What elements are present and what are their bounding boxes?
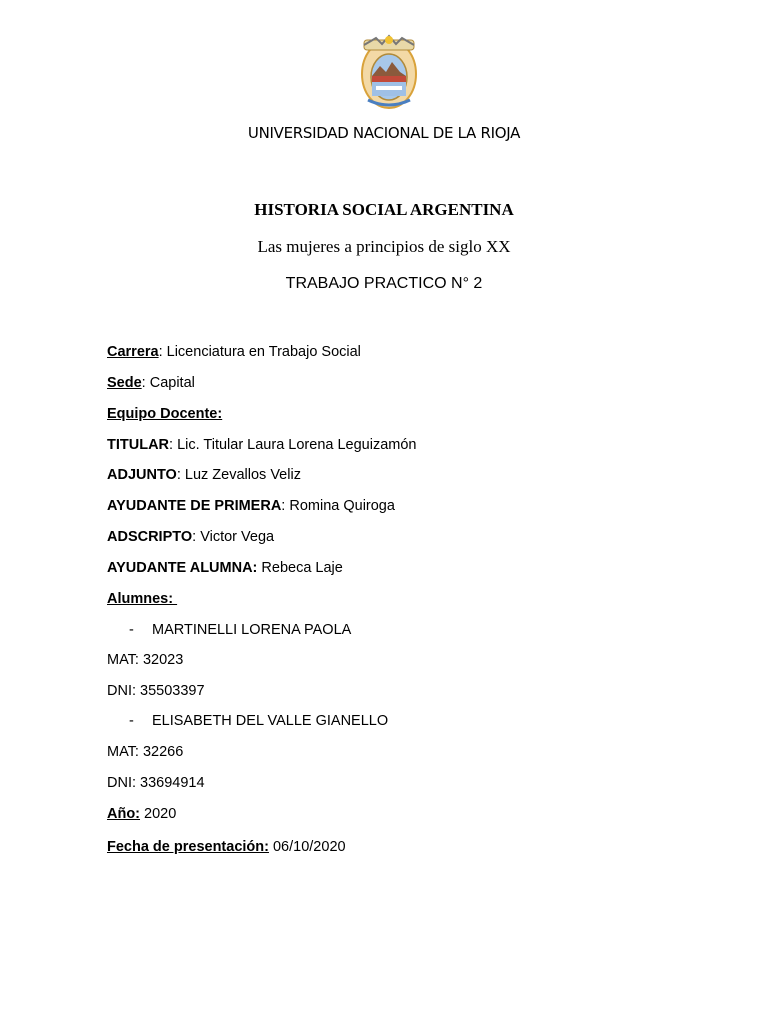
adscripto-line — [107, 528, 274, 546]
equipo-docente-heading — [107, 405, 222, 423]
adscripto-value: : Victor Vega — [192, 529, 275, 545]
student-dni: DNI: 33694914 — [107, 775, 205, 791]
alumnos-label: Alumnes: — [107, 591, 178, 607]
adscripto-label: ADSCRIPTO — [107, 529, 193, 545]
ayudante-alumna-line — [107, 559, 343, 577]
adjunto-value: : Luz Zevallos Veliz — [176, 467, 301, 483]
student-bullet: - — [129, 622, 134, 638]
carrera-value: : Licenciatura en Trabajo Social — [158, 344, 361, 360]
university-name: UNIVERSIDAD NACIONAL DE LA RIOJA — [247, 124, 521, 142]
anio-value: 2020 — [140, 806, 177, 822]
fecha-label: Fecha de presentación: — [107, 839, 269, 855]
carrera-line — [107, 343, 361, 361]
subject-title: HISTORIA SOCIAL ARGENTINA — [254, 200, 514, 219]
adjunto-label: ADJUNTO — [107, 467, 177, 483]
ayudante-primera-value: : Romina Quiroga — [281, 498, 395, 514]
ayudante-primera-label: AYUDANTE DE PRIMERA — [107, 498, 282, 514]
equipo-label: Equipo Docente: — [107, 406, 223, 422]
fecha-line — [107, 838, 346, 856]
student-mat: MAT: 32023 — [107, 652, 184, 668]
student-mat: MAT: 32266 — [107, 744, 184, 760]
titular-line — [107, 436, 416, 454]
titular-value: : Lic. Titular Laura Lorena Leguizamón — [169, 437, 417, 453]
fecha-value: 06/10/2020 — [268, 839, 346, 855]
sede-value: : Capital — [141, 375, 195, 391]
student-name: MARTINELLI LORENA PAOLA — [152, 622, 352, 638]
alumnos-heading — [107, 590, 177, 608]
sede-label: Sede — [107, 375, 142, 391]
student-dni: DNI: 35503397 — [107, 683, 205, 699]
anio-line — [107, 805, 176, 823]
ayudante-primera-line — [107, 497, 395, 515]
ayudante-alumna-value: Rebeca Laje — [257, 560, 343, 576]
coat-of-arms-icon — [358, 30, 420, 110]
student-name: ELISABETH DEL VALLE GIANELLO — [152, 713, 389, 729]
student-bullet: - — [129, 713, 134, 729]
carrera-label: Carrera — [107, 344, 159, 360]
assignment-title: TRABAJO PRACTICO N° 2 — [285, 275, 483, 292]
ayudante-alumna-label: AYUDANTE ALUMNA: — [107, 560, 258, 576]
titular-label: TITULAR — [107, 437, 170, 453]
adjunto-line — [107, 466, 301, 484]
sede-line — [107, 374, 195, 392]
anio-label: Año: — [107, 806, 141, 822]
topic-subtitle: Las mujeres a principios de siglo XX — [257, 237, 511, 256]
